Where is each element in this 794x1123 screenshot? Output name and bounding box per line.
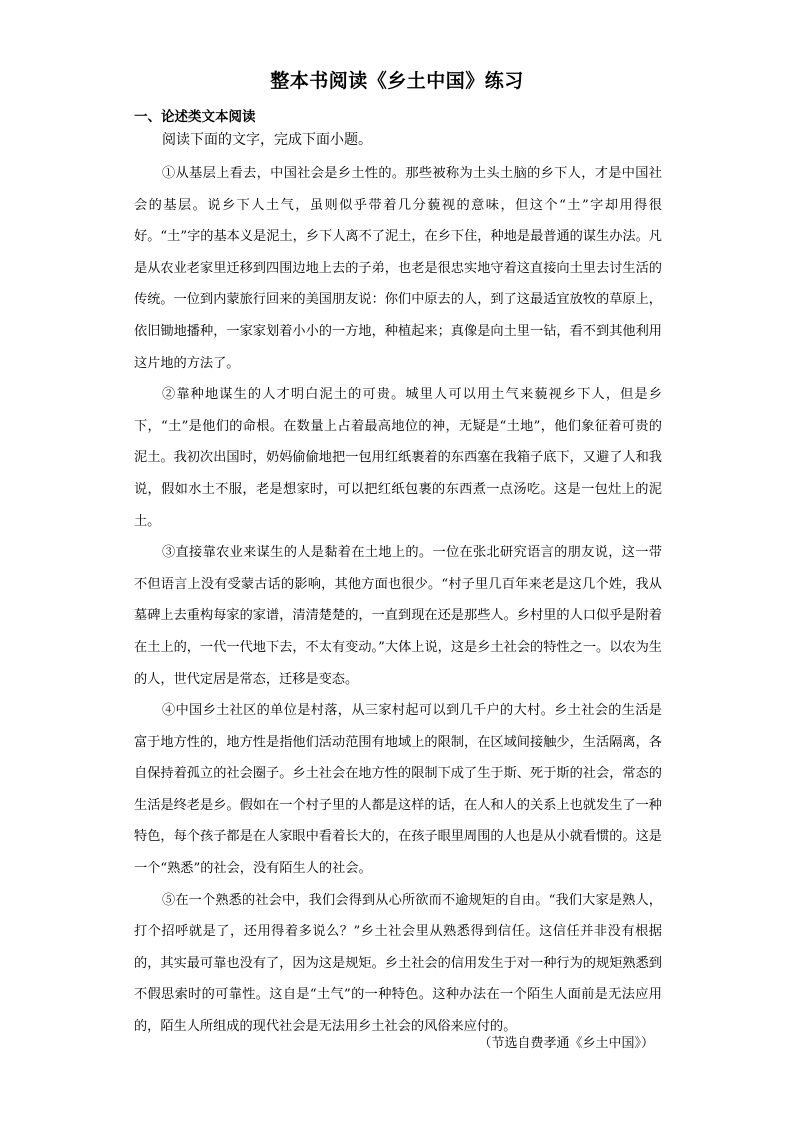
passage-paragraph-5: ⑤在一个熟悉的社会中，我们会得到从心所欲而不逾规矩的自由。“我们大家是熟人，打个招呼就是了，还用得着多说么？”乡土社会里从熟悉得到信任。这信任并非没有根据的，其实最可靠也没有了，因为这是规矩。乡土社会的信用发生于对一种行为的规矩熟悉到不假思索时的可靠性。这自是“土气”的一种特色。这种办法在一个陌生人面前是无法应用的，陌生人所组成的现代社会是无法用乡土社会的风俗来应付的。 (134, 892, 662, 1035)
section-heading: 一、论述类文本阅读 (134, 109, 256, 125)
reading-instruction: 阅读下面的文字，完成下面小题。 (162, 132, 372, 148)
passage-paragraph-2: ②靠种地谋生的人才明白泥土的可贵。城里人可以用土气来藐视乡下人，但是乡下，“土”是他们的命根。在数量上占着最高地位的神，无疑是“土地”，他们象征着可贵的泥土。我初次出国时，奶妈偷偷地把一包用红纸裹着的东西塞在我箱子底下，又避了人和我说，假如水土不服，老是想家时，可以把红纸包裹的东西煮一点汤吃。这是一包灶上的泥土。 (134, 387, 662, 529)
reading-passage (134, 158, 662, 1043)
source-citation: （节选自费孝通《乡土中国》） (478, 1036, 654, 1051)
document-title: 整本书阅读《乡土中国》练习 (270, 70, 524, 92)
passage-paragraph-1: ①从基层上看去，中国社会是乡土性的。那些被称为土头土脑的乡下人，才是中国社会的基层。说乡下人土气，虽则似乎带着几分藐视的意味，但这个“土”字却用得很好。“土”字的基本义是泥土，乡下人离不了泥土，在乡下住，种地是最普通的谋生办法。凡是从农业老家里迁移到四围边地上去的子弟，也老是很忠实地守着这直接向土里去讨生活的传统。一位到内蒙旅行回来的美国朋友说：你们中原去的人，到了这最适宜放牧的草原上，依旧锄地播种，一家家划着小小的一方地，种植起来；真像是向土里一钻，看不到其他利用这片地的方法了。 (134, 166, 662, 371)
passage-paragraph-4: ④中国乡土社区的单位是村落，从三家村起可以到几千户的大村。乡土社会的生活是富于地方性的，地方性是指他们活动范围有地域上的限制，在区域间接触少，生活隔离，各自保持着孤立的社会圈子。乡土社会在地方性的限制下成了生于斯、死于斯的社会，常态的生活是终老是乡。假如在一个村子里的人都是这样的话，在人和人的关系上也就发生了一种特色，每个孩子都是在人家眼中看着长大的，在孩子眼里周围的人也是从小就看惯的。这是一个“熟悉”的社会，没有陌生人的社会。 (134, 703, 662, 877)
passage-paragraph-3: ③直接靠农业来谋生的人是黏着在土地上的。一位在张北研究语言的朋友说，这一带不但语言上没有受蒙古话的影响，其他方面也很少。“村子里几百年来老是这几个姓，我从墓碑上去重构每家的家谱，清清楚楚的，一直到现在还是那些人。乡村里的人口似乎是附着在土上的，一代一代地下去，不太有变动。”大体上说，这是乡土社会的特性之一。以农为生的人，世代定居是常态，迁移是变态。 (134, 545, 662, 687)
